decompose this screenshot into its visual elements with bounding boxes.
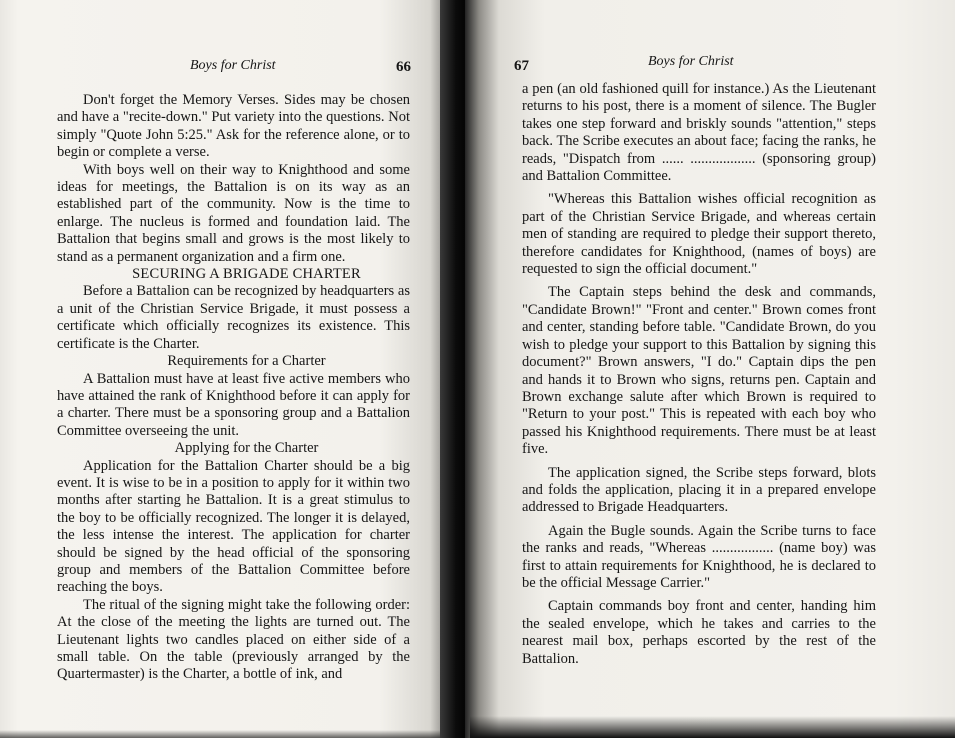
left-running-head: Boys for Christ — [190, 58, 276, 73]
left-para-2: With boys well on their way to Knighthood and some ideas for meetings, the Battalion is on its way as an established part of the community. Now is the time to enlarge. The nucleus is formed and foundation laid. The Battalion that begins small and grows is the most likely to stand as a permanent organization and a firm one. — [57, 161, 410, 265]
subheading-applying: Applying for the Charter — [174, 440, 319, 457]
left-para-3: Before a Battalion can be recognized by headquarters as a unit of the Christian Service Brigade, it must possess a certificate which officially recognizes its existence. This certificate is the Charter. — [57, 283, 410, 352]
left-para-6: The ritual of the signing might take the following order: At the close of the meeting the lights are turned out. The Lieutenant lights two candles placed on either side of a small table. On the table (previously arranged by the Quartermaster) is the Charter, a bottle of ink, and — [57, 596, 410, 683]
left-para-5: Application for the Battalion Charter should be a big event. It is wise to be in a position to apply for it within two months after starting he Battalion. It is a great stimulus to the boy to be officially recognized. The longer it is delayed, the less intense the interest. The application for charter should be signed by the head official of the sponsoring group and members of the Battalion Committee before reaching the boys. — [57, 457, 410, 596]
right-para-3: The Captain steps behind the desk and commands, "Candidate Brown!" "Front and center." Brown comes front and center, standing before table. "Candidate Brown, do you wish to pledge your support to this Battalion by signing this document?" Brown answers, "I do." Captain dips the pen and hands it to Brown who signs, returns pen. Captain and Brown exchange salute after which Brown is required to "Return to your post." This is repeated with each boy who passed his Knighthood requirements. There must be at least five. — [522, 284, 876, 458]
right-para-1: a pen (an old fashioned quill for instance.) As the Lieutenant returns to his post, there is a moment of silence. The Bugler takes one step forward and briskly sounds "attention," steps back. The Scribe executes an about face; facing the ranks, he reads, "Dispatch from ...... .................. (sponsoring group) and Battalion Committee. — [522, 81, 876, 185]
right-page-number: 67 — [514, 58, 529, 74]
right-para-5: Again the Bugle sounds. Again the Scribe turns to face the ranks and reads, "Whereas ................. (name boy) was first to attain requirements for Knighthood, he is declared to be the official Message Carrier." — [522, 522, 876, 591]
right-running-head: Boys for Christ — [648, 54, 734, 69]
right-para-2: "Whereas this Battalion wishes official recognition as part of the Christian Service Brigade, and whereas certain men of standing are required to pledge their support thereto, therefore candidates for Knighthood, (names of boys) are requested to sign the official document." — [522, 191, 876, 278]
right-para-6: Captain commands boy front and center, handing him the sealed envelope, which he takes and carries to the nearest mail box, perhaps escorted by the rest of the Battalion. — [522, 598, 876, 667]
left-page-number: 66 — [396, 59, 411, 75]
left-page — [0, 0, 452, 738]
subheading-requirements: Requirements for a Charter — [167, 353, 326, 370]
left-bottom-shadow — [0, 730, 440, 738]
right-bottom-shadow — [470, 716, 955, 738]
left-para-4: A Battalion must have at least five active members who have attained the rank of Knighthood before it can apply for a charter. There must be a sponsoring group and a Battalion Committee overseeing the unit. — [57, 370, 410, 439]
section-heading: SECURING A BRIGADE CHARTER — [132, 266, 361, 283]
left-para-1: Don't forget the Memory Verses. Sides may be chosen and have a "recite-down." Put variety into the questions. Not simply "Quote John 5:25." Ask for the reference alone, or to begin or complete a verse. — [57, 92, 410, 161]
left-body-text — [57, 92, 410, 684]
right-body-text — [522, 81, 876, 668]
right-para-4: The application signed, the Scribe steps forward, blots and folds the application, placing it in a prepared envelope addressed to Brigade Headquarters. — [522, 464, 876, 516]
right-page — [465, 0, 955, 738]
